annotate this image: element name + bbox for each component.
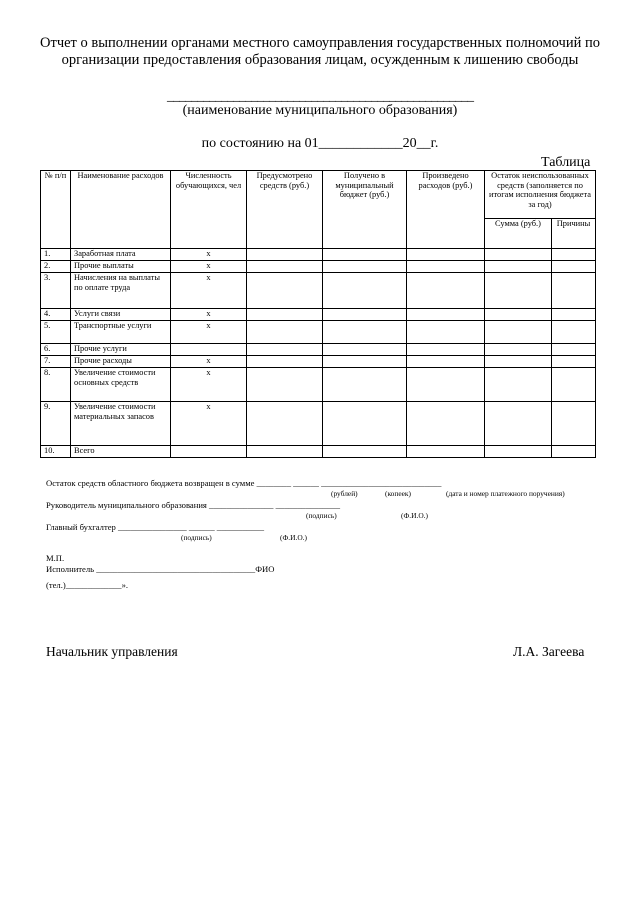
header-sum: Сумма (руб.) <box>485 219 552 249</box>
row-count <box>171 344 247 356</box>
header-name: Наименование расходов <box>71 171 171 249</box>
document-title: Отчет о выполнении органами местного самоуправления государственных полномочий по организации предоставления образования лицам, осужденным к лишению свободы <box>40 35 600 68</box>
row-count: х <box>171 273 247 309</box>
row-num: 8. <box>41 368 71 402</box>
phone-line: (тел.)_____________». <box>46 580 129 590</box>
row-name: Всего <box>71 446 171 458</box>
row-num: 9. <box>41 402 71 446</box>
municipality-name-line: ___________________________________________________ <box>167 89 473 104</box>
as-of-date: по состоянию на 01____________20__г. <box>201 136 439 151</box>
header-num: № п/п <box>41 171 71 249</box>
header-planned: Предусмотрено средств (руб.) <box>247 171 323 249</box>
table-row <box>41 368 596 402</box>
row-num: 6. <box>41 344 71 356</box>
signatory-title: Начальник управления <box>46 644 178 659</box>
row-num: 2. <box>41 261 71 273</box>
row-name: Увеличение стоимости основных средств <box>71 368 171 402</box>
row-count: х <box>171 321 247 344</box>
row-count: х <box>171 261 247 273</box>
caption-fio-head: (Ф.И.О.) <box>401 511 428 520</box>
row-name: Начисления на выплаты по оплате труда <box>71 273 171 309</box>
header-count: Численность обучающихся, чел <box>171 171 247 249</box>
row-count: х <box>171 402 247 446</box>
caption-fio-accountant: (Ф.И.О.) <box>280 533 307 542</box>
table-row <box>41 273 596 309</box>
row-count: х <box>171 368 247 402</box>
row-count: х <box>171 309 247 321</box>
row-name: Увеличение стоимости материальных запасов <box>71 402 171 446</box>
expenses-table <box>40 170 596 458</box>
caption-kopecks: (копеек) <box>385 489 411 498</box>
header-received: Получено в муниципальный бюджет (руб.) <box>323 171 407 249</box>
caption-signature-head: (подпись) <box>306 511 337 520</box>
caption-signature-accountant: (подпись) <box>181 533 212 542</box>
row-name: Транспортные услуги <box>71 321 171 344</box>
header-reasons: Причины <box>552 219 596 249</box>
head-signature-line: Руководитель муниципального образования _______________ _______________ <box>46 500 341 510</box>
caption-payment-order: (дата и номер платежного поручения) <box>446 489 565 498</box>
row-count <box>171 446 247 458</box>
table-row <box>41 344 596 356</box>
municipality-name-caption: (наименование муниципального образования) <box>182 103 458 118</box>
table-label: Таблица <box>541 155 591 170</box>
row-name: Заработная плата <box>71 249 171 261</box>
table-row <box>41 321 596 344</box>
table-row <box>41 261 596 273</box>
row-name: Прочие расходы <box>71 356 171 368</box>
row-count: х <box>171 249 247 261</box>
row-num: 1. <box>41 249 71 261</box>
caption-rubles: (рублей) <box>331 489 358 498</box>
table-row <box>41 356 596 368</box>
header-spent: Произведено расходов (руб.) <box>407 171 485 249</box>
row-count: х <box>171 356 247 368</box>
table-row <box>41 309 596 321</box>
table-row <box>41 446 596 458</box>
row-name: Услуги связи <box>71 309 171 321</box>
row-num: 7. <box>41 356 71 368</box>
row-num: 10. <box>41 446 71 458</box>
accountant-signature-line: Главный бухгалтер ________________ ______ ___________ <box>46 522 265 532</box>
row-name: Прочие выплаты <box>71 261 171 273</box>
signatory-name: Л.А. Загеева <box>513 644 585 659</box>
row-num: 3. <box>41 273 71 309</box>
row-name: Прочие услуги <box>71 344 171 356</box>
header-remainder: Остаток неиспользованных средств (заполняется по итогам исполнения бюджета за год) <box>485 171 596 219</box>
row-num: 4. <box>41 309 71 321</box>
table-row <box>41 249 596 261</box>
executor-line: Исполнитель _____________________________________ФИО <box>46 564 275 574</box>
table-row <box>41 402 596 446</box>
stamp-place: М.П. <box>46 553 65 563</box>
remainder-returned-line: Остаток средств областного бюджета возвращен в сумме ________ ______ ____________________________ <box>46 478 442 488</box>
row-num: 5. <box>41 321 71 344</box>
